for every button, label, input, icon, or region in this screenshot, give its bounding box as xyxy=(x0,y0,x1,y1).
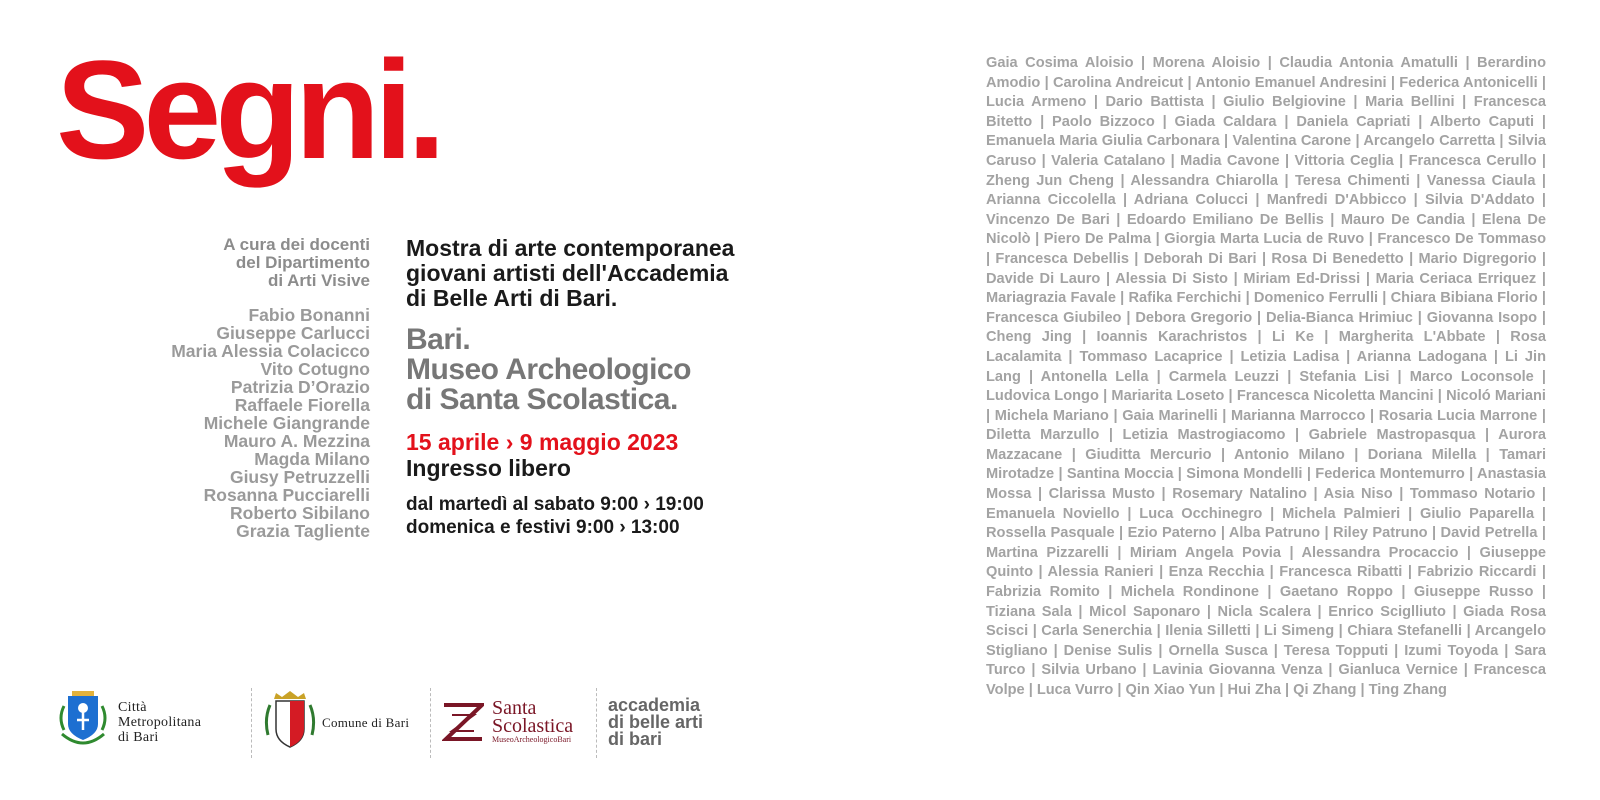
curator-name: Grazia Tagliente xyxy=(236,521,370,541)
entry-info: Ingresso libero xyxy=(406,455,571,481)
curator-name: Giuseppe Carlucci xyxy=(216,323,370,343)
opening-hours xyxy=(406,493,806,539)
curator-name: Michele Giangrande xyxy=(203,413,370,433)
ss-monogram-icon xyxy=(442,701,484,743)
accademia-line: accademia xyxy=(608,694,701,715)
ss-name-line: Santa xyxy=(492,697,537,719)
hours-line: domenica e festivi 9:00 › 13:00 xyxy=(406,517,680,538)
exhibition-venue xyxy=(406,325,806,415)
metropolitana-line: Città xyxy=(118,699,147,715)
curators-intro-line: A cura dei docenti xyxy=(223,235,370,254)
logo-citta-metropolitana xyxy=(56,684,241,760)
curator-name: Patrizia D’Orazio xyxy=(230,377,370,397)
description-line: Mostra di arte contemporanea xyxy=(406,235,735,261)
logo-divider xyxy=(251,688,252,758)
curators-intro-line: del Dipartimento xyxy=(235,253,370,272)
accademia-line: di belle arti xyxy=(608,711,704,732)
exhibition-title: Segni. xyxy=(56,31,441,188)
venue-line: Museo Archeologico xyxy=(406,353,691,386)
curators-intro xyxy=(140,236,370,290)
description-line: giovani artisti dell'Accademia xyxy=(406,260,729,286)
curators-list xyxy=(140,306,370,540)
metropolitana-label xyxy=(118,700,201,745)
curators-block xyxy=(140,236,370,540)
curator-name: Rosanna Pucciarelli xyxy=(203,485,370,505)
logo-bar xyxy=(56,684,736,760)
curator-name: Roberto Sibilano xyxy=(230,503,370,523)
curators-intro-line: di Arti Visive xyxy=(267,271,370,290)
city-emblem-icon xyxy=(56,690,110,754)
hours-line: dal martedì al sabato 9:00 › 19:00 xyxy=(406,494,704,515)
curator-name: Vito Cotugno xyxy=(260,359,370,379)
venue-line: Bari. xyxy=(406,323,471,356)
santa-scolastica-label xyxy=(492,699,573,745)
curator-name: Magda Milano xyxy=(254,449,370,469)
curator-name: Fabio Bonanni xyxy=(248,305,370,325)
comune-label: Comune di Bari xyxy=(322,714,410,730)
logo-accademia xyxy=(608,684,718,760)
curator-name: Raffaele Fiorella xyxy=(234,395,370,415)
logo-divider xyxy=(596,688,597,758)
exhibition-description xyxy=(406,236,806,311)
artists-list: Gaia Cosima Aloisio | Morena Aloisio | Claudia Antonia Amatulli | Berardino Amodio | Carolina Andreicut | Antonio Emanuel Andresini | Federica Antonicelli | Lucia Armeno | Dario Battista | Giulio Belgiovine | Maria Bellini | Francesca Bitetto | Paolo Bizzoco | Giada Caldara | Daniela Capriati | Alberto Caputi | Emanuela Maria Giulia Carbonara | Valentina Carone | Arcangelo Carretta | Silvia Caruso | Valeria Catalano | Madia Cavone | Vittoria Ceglia | Francesca Cerullo | Zheng Jun Cheng | Alessandra Chiarolla | Teresa Chimenti | Vanessa Ciaula | Arianna Ciccolella | Adriana Colucci | Manfredi D'Abbicco | Silvia D'Addato | Vincenzo De Bari | Edoardo Emiliano De Bellis | Mauro De Candia | Elena De Nicolò | Piero De Palma | Giorgia Marta Lucia de Ruvo | Francesco De Tommaso | Francesca Debellis | Deborah Di Bari | Rosa Di Benedetto | Mario Digregorio | Davide Di Lauro | Alessia Di Sisto | Miriam Ed-Drissi | Maria Ceriaca Erriquez | Mariagrazia Favale | Rafika Ferchichi | Domenico Ferrulli | Chiara Bibiana Florio | Francesca Giubileo | Debora Gregorio | Delia-Bianca Hrimiuc | Giovanna Isopo | Cheng Jing | Ioannis Karachristos | Li Ke | Margherita L'Abbate | Rosa Lacalamita | Tommaso Lacaprice | Letizia Ladisa | Arianna Ladogana | Li Jin Lang | Antonella Lella | Carmela Leuzzi | Stefania Lisi | Marco Loconsole | Ludovica Longo | Mariarita Loseto | Francesca Nicoletta Mancini | Nicoló Mariani | Michela Mariano | Gaia Marinelli | Marianna Marrocco | Rosaria Lucia Marrone | Diletta Marzullo | Letizia Mastrogiacomo | Gabriele Mastropasqua | Aurora Mazzacane | Giuditta Mercurio | Antonio Milano | Doriana Milella | Tamari Mirotadze | Santina Moccia | Simona Mondelli | Federica Montemurro | Anastasia Mossa | Clarissa Musto | Rosemary Natalino | Asia Niso | Tommaso Notario | Emanuela Noviello | Luca Occhinegro | Michela Palmieri | Giulio Paparella | Rossella Pasquale | Ezio Paterno | Alba Patruno | Riley Patruno | David Petrella | Martina Pizzarelli | Miriam Angela Povia | Alessandra Procaccio | Giuseppe Quinto | Alessia Ranieri | Enza Recchia | Francesca Ribatti | Fabrizio Riccardi | Fabrizia Romito | Michela Rondinone | Gaetano Roppo | Giuseppe Russo | Tiziana Sala | Micol Saponaro | Nicla Scalera | Enrico Sciglliuto | Giada Rosa Scisci | Carla Senerchia | Ilenia Silletti | Li Simeng | Chiara Stefanelli | Arcangelo Stigliano | Denise Sulis | Ornella Susca | Teresa Topputi | Izumi Toyoda | Sara Turco | Silvia Urbano | Lavinia Giovanna Venza | Gianluca Vernice | Francesca Volpe | Luca Vurro | Qin Xiao Yun | Hui Zha | Qi Zhang | Ting Zhang xyxy=(986,55,1546,698)
curator-name: Mauro A. Mezzina xyxy=(223,431,370,451)
logo-santa-scolastica xyxy=(442,684,592,760)
exhibition-dates: 15 aprile › 9 maggio 2023 xyxy=(406,429,679,455)
logo-comune-bari xyxy=(264,684,429,760)
exhibition-info xyxy=(406,236,806,539)
description-line: di Belle Arti di Bari. xyxy=(406,285,618,311)
accademia-label xyxy=(608,694,704,749)
logo-divider xyxy=(430,688,431,758)
curator-name: Maria Alessia Colacicco xyxy=(171,341,370,361)
ss-name-line: Scolastica xyxy=(492,715,574,737)
venue-line: di Santa Scolastica. xyxy=(406,383,678,416)
metropolitana-line: di Bari xyxy=(118,729,159,745)
curator-name: Giusy Petruzzelli xyxy=(229,467,370,487)
accademia-line: di bari xyxy=(608,728,663,749)
coat-of-arms-icon xyxy=(264,689,316,755)
metropolitana-line: Metropolitana xyxy=(118,714,202,730)
ss-sub: MuseoArcheologicoBari xyxy=(492,735,572,744)
